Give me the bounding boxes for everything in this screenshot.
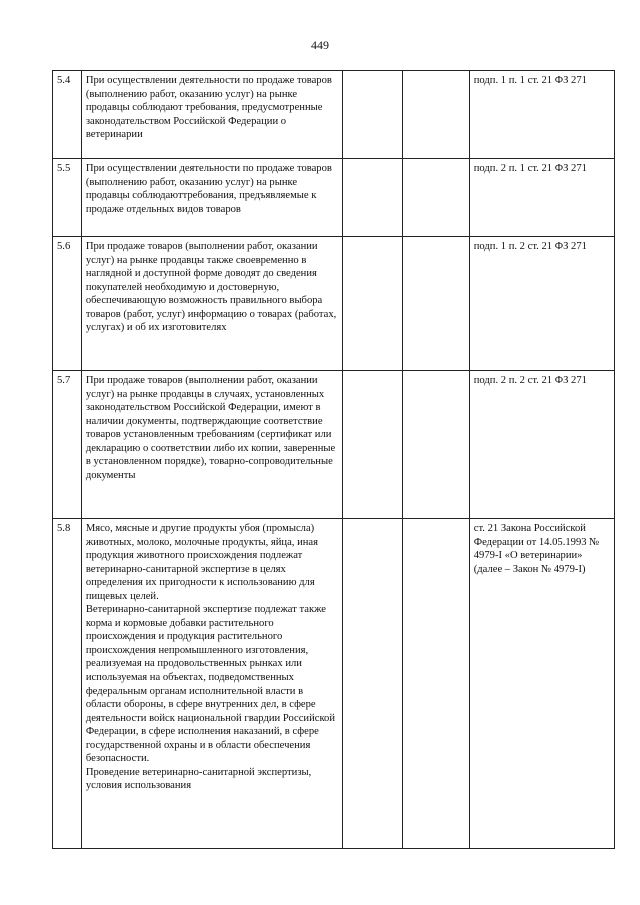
requirement-paragraph: Ветеринарно-санитарной экспертизе подлежат также корма и кормовые добавки растительного происхождения и продукция растительного происхождения непромышленного изготовления, реализуемая на продовольственных рынках или используемая на объектах, подведомственных федеральным органам исполнительной власти в области обороны, в сфере внутренних дел, в сфере деятельности войск национальной гвардии Российской Федерации, в сфере исполнения наказаний, в сфере государственной охраны и в области обеспечения безопасности. (85, 604, 336, 765)
legal-reference: подп. 2 п. 2 ст. 21 ФЗ 271 (469, 371, 614, 519)
requirement-text (81, 519, 343, 849)
requirement-text: При продаже товаров (выполнении работ, оказании услуг) на рынке продавцы также своевременно в наглядной и доступной форме доводят до сведения покупателей необходимую и достоверную, обеспечивающую возможность правильного выбора товаров (работ, услуг) информацию о товарах (работах, услугах) и об их изготовителях (81, 237, 343, 371)
requirement-text: При осуществлении деятельности по продаже товаров (выполнению работ, оказанию услуг) на рынке продавцы соблюдают требования, предусмотренные законодательством Российской Федерации о ветеринарии (81, 71, 343, 159)
legal-reference: подп. 2 п. 1 ст. 21 ФЗ 271 (469, 159, 614, 237)
empty-cell (343, 71, 403, 159)
table-row (53, 237, 615, 371)
requirements-table (52, 70, 615, 849)
empty-cell (403, 237, 470, 371)
requirement-paragraph: Мясо, мясные и другие продукты убоя (промысла) животных, молоко, молочные продукты, яйца, иная продукция животного происхождения подлежат ветеринарно-санитарной экспертизе в целях определения их пригодности к использованию для пищевых целей. (85, 523, 318, 602)
table-row (53, 519, 615, 849)
row-number: 5.7 (53, 371, 82, 519)
legal-reference: подп. 1 п. 1 ст. 21 ФЗ 271 (469, 71, 614, 159)
legal-reference: ст. 21 Закона Российской Федерации от 14.05.1993 № 4979-I «О ветеринарии» (далее – Закон № 4979-I) (469, 519, 614, 849)
table-row (53, 159, 615, 237)
row-number: 5.5 (53, 159, 82, 237)
row-number: 5.6 (53, 237, 82, 371)
row-number: 5.4 (53, 71, 82, 159)
table-row (53, 371, 615, 519)
page-number: 449 (311, 38, 329, 52)
requirement-paragraph: Проведение ветеринарно-санитарной экспертизы, условия использования (85, 766, 312, 792)
table-row (53, 71, 615, 159)
requirement-text: При осуществлении деятельности по продаже товаров (выполнению работ, оказанию услуг) на рынке продавцы соблюдаюттребования, предъявляемые к продаже отдельных видов товаров (81, 159, 343, 237)
empty-cell (343, 371, 403, 519)
requirement-text: При продаже товаров (выполнении работ, оказании услуг) на рынке продавцы в случаях, установленных законодательством Российской Федерации, имеют в наличии документы, подтверждающие соответствие товаров установленным требованиям (сертификат или декларацию о соответствии либо их копии, заверенные в установленном порядке), товарно-сопроводительные документы (81, 371, 343, 519)
empty-cell (343, 159, 403, 237)
empty-cell (403, 159, 470, 237)
empty-cell (403, 519, 470, 849)
legal-reference: подп. 1 п. 2 ст. 21 ФЗ 271 (469, 237, 614, 371)
row-number: 5.8 (53, 519, 82, 849)
empty-cell (343, 519, 403, 849)
empty-cell (403, 71, 470, 159)
empty-cell (343, 237, 403, 371)
empty-cell (403, 371, 470, 519)
